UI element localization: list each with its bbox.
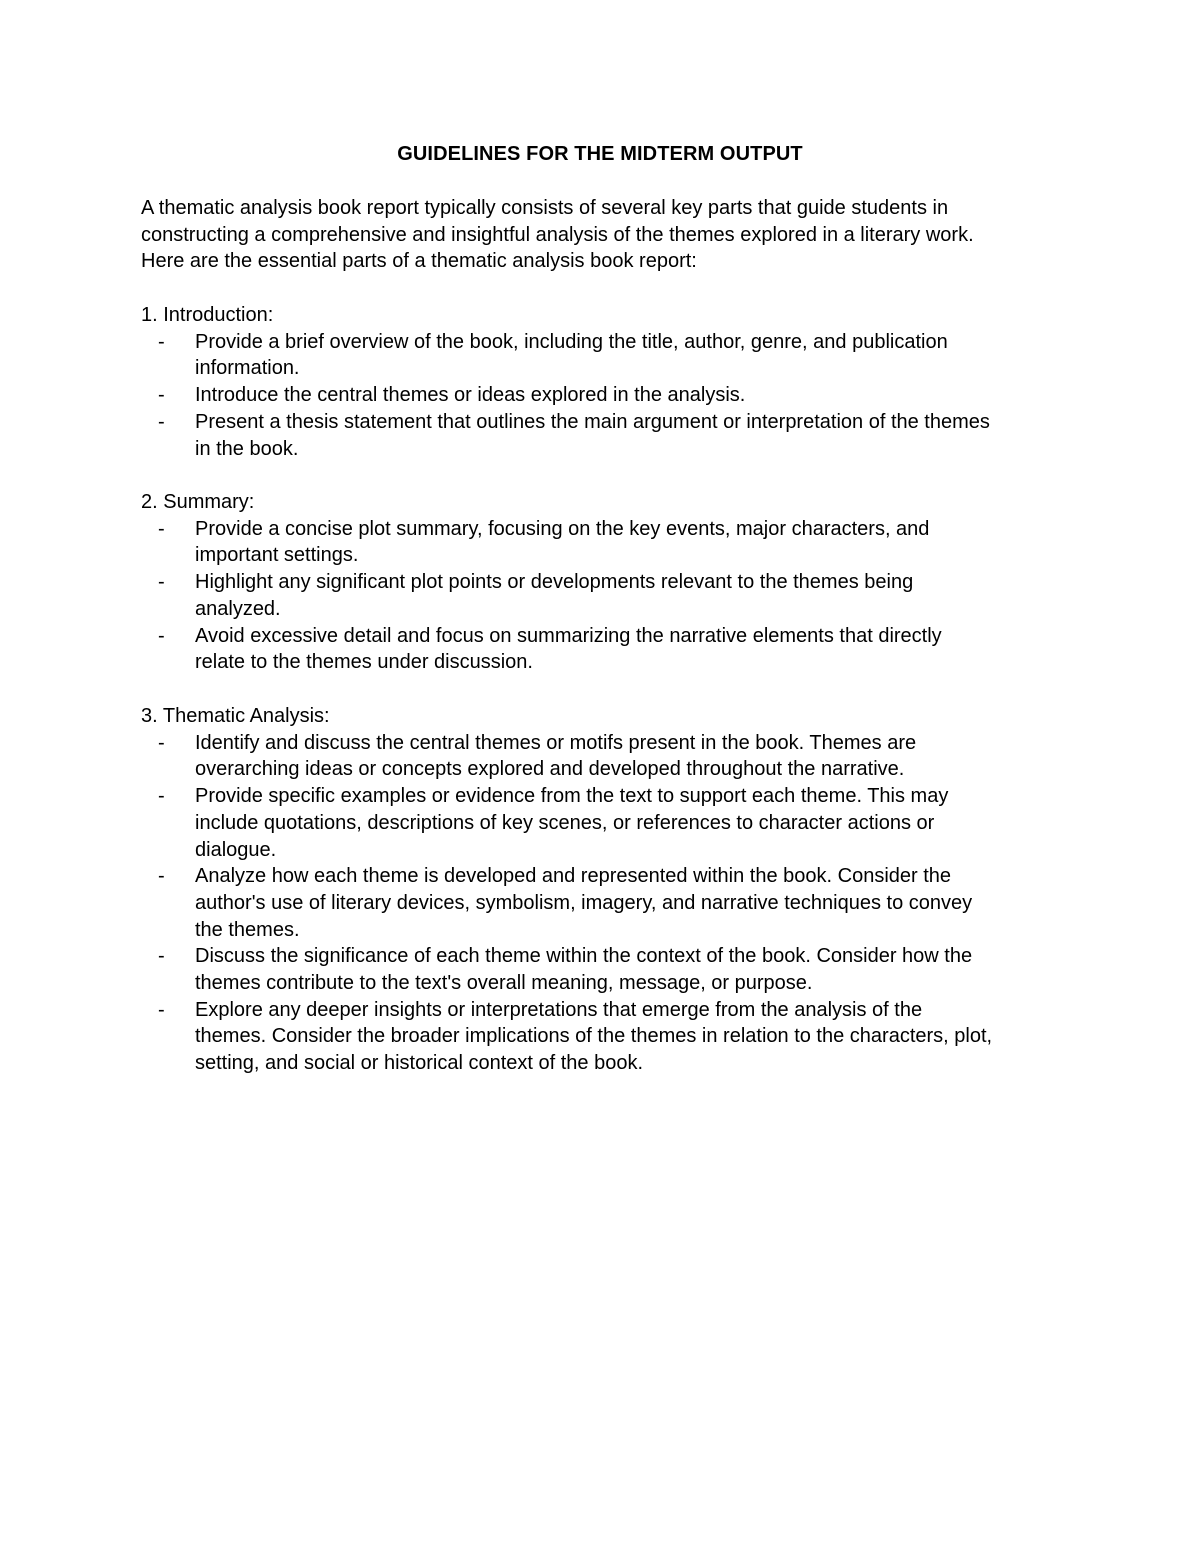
bullet-text: author's use of literary devices, symbolism, imagery, and narrative techniques to convey <box>195 891 973 914</box>
bullet-text: Identify and discuss the central themes or motifs present in the book. Themes are <box>195 731 917 754</box>
list-item <box>141 623 1071 676</box>
bullet-text: important settings. <box>195 544 359 567</box>
bullet-dash: - <box>158 330 165 353</box>
bullet-text: themes contribute to the text's overall meaning, message, or purpose. <box>195 972 813 995</box>
bullet-text: relate to the themes under discussion. <box>195 651 533 674</box>
bullet-dash: - <box>158 945 165 968</box>
bullet-list <box>141 516 1071 676</box>
bullet-text: include quotations, descriptions of key scenes, or references to character actions or <box>195 811 935 834</box>
bullet-list <box>141 730 1071 1077</box>
intro-line: constructing a comprehensive and insightful analysis of the themes explored in a literary work. <box>141 223 974 246</box>
intro-line: A thematic analysis book report typically consists of several key parts that guide students in <box>141 197 949 219</box>
bullet-dash: - <box>158 998 165 1021</box>
list-item <box>141 783 1071 863</box>
bullet-dash: - <box>158 384 165 407</box>
list-item <box>141 863 1071 943</box>
list-item <box>141 730 1071 783</box>
list-item <box>141 943 1071 996</box>
bullet-text: Provide specific examples or evidence from the text to support each theme. This may <box>195 785 949 808</box>
intro-paragraph <box>141 195 1071 275</box>
bullet-text: Provide a brief overview of the book, including the title, author, genre, and publication <box>195 330 948 353</box>
bullet-text: Analyze how each theme is developed and represented within the book. Consider the <box>195 865 952 888</box>
bullet-text: themes. Consider the broader implications of the themes in relation to the characters, plot, <box>195 1025 993 1048</box>
bullet-text: dialogue. <box>195 838 277 861</box>
bullet-text: overarching ideas or concepts explored and developed throughout the narrative. <box>195 758 905 781</box>
document-title: GUIDELINES FOR THE MIDTERM OUTPUT <box>397 143 803 165</box>
section-summary <box>141 489 1071 676</box>
bullet-dash: - <box>158 571 165 594</box>
bullet-list <box>141 329 1071 463</box>
section-heading: 2. Summary: <box>141 491 255 513</box>
list-item <box>141 382 1071 409</box>
intro-line: Here are the essential parts of a thematic analysis book report: <box>141 250 697 273</box>
bullet-text: analyzed. <box>195 597 281 620</box>
bullet-dash: - <box>158 517 165 540</box>
bullet-text: in the book. <box>195 437 299 460</box>
bullet-dash: - <box>158 410 165 433</box>
bullet-dash: - <box>158 624 165 647</box>
bullet-text: Explore any deeper insights or interpretations that emerge from the analysis of the <box>195 998 923 1021</box>
section-heading: 3. Thematic Analysis: <box>141 705 330 727</box>
list-item <box>141 997 1071 1077</box>
bullet-text: setting, and social or historical context of the book. <box>195 1052 644 1075</box>
section-introduction <box>141 302 1071 462</box>
list-item <box>141 409 1071 462</box>
bullet-text: Discuss the significance of each theme within the context of the book. Consider how the <box>195 945 973 968</box>
section-heading: 1. Introduction: <box>141 304 274 326</box>
list-item <box>141 516 1071 569</box>
bullet-text: information. <box>195 357 300 380</box>
section-thematic-analysis <box>141 703 1071 1077</box>
bullet-dash: - <box>158 731 165 754</box>
bullet-text: Provide a concise plot summary, focusing on the key events, major characters, and <box>195 517 930 540</box>
list-item <box>141 329 1071 382</box>
list-item <box>141 569 1071 622</box>
bullet-text: Present a thesis statement that outlines the main argument or interpretation of the themes <box>195 410 990 433</box>
bullet-text: Avoid excessive detail and focus on summarizing the narrative elements that directly <box>195 624 942 647</box>
bullet-text: Highlight any significant plot points or developments relevant to the themes being <box>195 571 914 594</box>
bullet-dash: - <box>158 865 165 888</box>
bullet-text: the themes. <box>195 918 300 941</box>
bullet-text: Introduce the central themes or ideas explored in the analysis. <box>195 384 746 407</box>
bullet-dash: - <box>158 785 165 808</box>
